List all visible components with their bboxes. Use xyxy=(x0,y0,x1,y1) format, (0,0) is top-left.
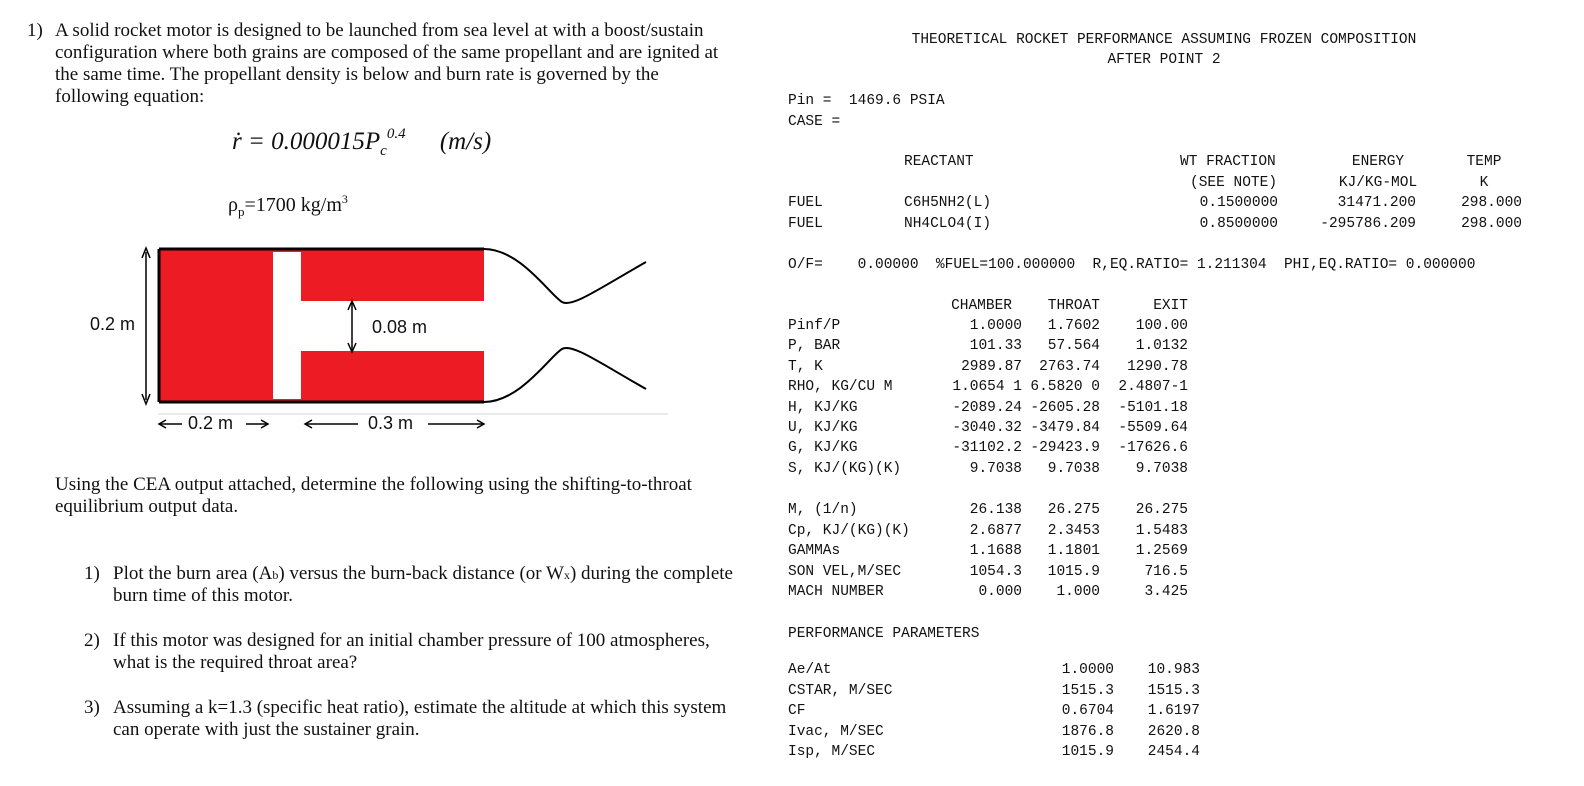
transport-row-value: 1.5483 xyxy=(1135,522,1188,539)
thermo-row-value: 1.0000 xyxy=(969,318,1022,334)
question-2-line-1: If this motor was designed for an initial chamber pressure of 100 atmospheres, xyxy=(113,630,710,651)
transport-row-value: 2.6877 xyxy=(969,522,1022,539)
burn-rate-equation xyxy=(232,126,492,159)
equation-var-sub: c xyxy=(380,143,387,159)
height-label: 0.2 m xyxy=(90,314,136,334)
sustain-length-label: 0.3 m xyxy=(368,413,414,433)
thermo-row-value: -3040.32 xyxy=(952,420,1022,436)
performance-row-label: Ivac, M/SEC xyxy=(788,723,884,740)
transport-row-value: 1.1801 xyxy=(1047,543,1100,560)
transport-row-value: 1.2569 xyxy=(1135,543,1188,560)
intro-line-3: the same time. The propellant density is below and burn rate is governed by the xyxy=(55,64,659,85)
density-sup: 3 xyxy=(341,192,348,206)
performance-row-value: 1515.3 xyxy=(1147,682,1200,699)
temp-units: K xyxy=(1479,175,1489,191)
motor-diagram xyxy=(80,240,680,440)
problem-number: 1) xyxy=(27,20,43,41)
performance-row-value: 10.983 xyxy=(1147,662,1200,678)
thermo-row-value: -5101.18 xyxy=(1118,399,1188,416)
performance-row-label: Ae/At xyxy=(788,662,832,678)
question-3-number: 3) xyxy=(84,697,100,718)
col-header-throat: THROAT xyxy=(1047,298,1100,314)
transport-row-value: 26.275 xyxy=(1047,502,1100,518)
thermo-row-value: 57.564 xyxy=(1047,338,1100,355)
propellant-density xyxy=(228,194,348,217)
performance-row-value: 1015.9 xyxy=(1061,744,1114,761)
reactant-header: REACTANT xyxy=(904,154,974,170)
thermo-row-value: 1.0132 xyxy=(1135,338,1188,355)
reactant-1-type: FUEL xyxy=(788,195,823,211)
performance-row-value: 0.6704 xyxy=(1061,703,1114,720)
transport-row-value: 1054.3 xyxy=(969,563,1022,580)
performance-row-value: 1.0000 xyxy=(1061,662,1114,678)
reactant-1-name: C6H5NH2(L) xyxy=(904,195,992,211)
thermo-row-value: 6.5820 0 xyxy=(1030,379,1100,396)
thermo-row-value: 9.7038 xyxy=(1135,460,1188,477)
performance-row-label: CSTAR, M/SEC xyxy=(788,682,893,699)
thermo-row-value: -5509.64 xyxy=(1118,420,1188,436)
transport-row-label: GAMMAs xyxy=(788,543,841,560)
density-symbol: ρ xyxy=(228,194,238,216)
thermo-row-value: -29423.9 xyxy=(1030,440,1100,457)
question-2-line-2: what is the required throat area? xyxy=(113,652,358,673)
transport-row-label: MACH NUMBER xyxy=(788,584,884,601)
thermo-row-label: S, KJ/(KG)(K) xyxy=(788,460,902,477)
reactant-1-energy: 31471.200 xyxy=(1337,195,1416,211)
cea-case: CASE = xyxy=(788,114,841,130)
thermo-row-label: H, KJ/KG xyxy=(788,399,858,416)
wt-fraction-header: WT FRACTION xyxy=(1180,154,1276,170)
transport-row-label: Cp, KJ/(KG)(K) xyxy=(788,522,910,539)
performance-row-value: 1876.8 xyxy=(1061,723,1114,740)
thermo-row-label: T, K xyxy=(788,358,823,375)
wt-fraction-note: (SEE NOTE) xyxy=(1190,175,1278,191)
thermo-row-label: U, KJ/KG xyxy=(788,420,858,436)
transport-row-value: 0.000 xyxy=(978,584,1022,601)
q1-sub-b: b xyxy=(272,568,279,582)
thermo-row-value: 100.00 xyxy=(1135,318,1188,334)
reactant-1-temp: 298.000 xyxy=(1461,195,1522,211)
energy-units: KJ/KG-MOL xyxy=(1338,175,1418,191)
reactant-2-energy: -295786.209 xyxy=(1320,216,1416,232)
reactant-2-type: FUEL xyxy=(788,216,823,232)
reactant-1-wt: 0.1500000 xyxy=(1199,195,1278,211)
performance-row-label: Isp, M/SEC xyxy=(788,744,876,761)
using-line-2: equilibrium output data. xyxy=(55,496,239,517)
problem-panel xyxy=(0,0,780,786)
boost-length-label: 0.2 m xyxy=(188,413,234,433)
performance-row-value: 2454.4 xyxy=(1147,744,1200,761)
question-3-line-2: can operate with just the sustainer grain. xyxy=(113,719,420,740)
thermo-row-label: RHO, KG/CU M xyxy=(788,379,893,396)
transport-row-value: 2.3453 xyxy=(1047,522,1100,539)
q1-part-a: Plot the burn area (A xyxy=(113,563,273,584)
q1-sub-x: x xyxy=(563,568,570,582)
question-2-number: 2) xyxy=(84,630,100,651)
thermo-row-value: -31102.2 xyxy=(952,440,1022,457)
cea-output-panel xyxy=(788,0,1584,786)
transport-row-label: M, (1/n) xyxy=(788,502,858,518)
nozzle-upper xyxy=(484,249,646,303)
q1-part-c: ) during the complete xyxy=(569,563,733,584)
performance-row-value: 1.6197 xyxy=(1147,703,1200,720)
cea-pin: Pin = 1469.6 PSIA xyxy=(788,93,945,109)
thermo-row-value: -2605.28 xyxy=(1030,399,1100,416)
thermo-row-value: 2763.74 xyxy=(1039,358,1100,375)
question-3-line-1: Assuming a k=1.3 (specific heat ratio), estimate the altitude at which this system xyxy=(113,697,727,718)
of-ratio-line: O/F= 0.00000 %FUEL=100.000000 R,EQ.RATIO= 1.211304 PHI,EQ.RATIO= 0.000000 xyxy=(788,257,1476,273)
reactant-2-wt: 0.8500000 xyxy=(1199,216,1278,232)
thermo-row-value: 9.7038 xyxy=(969,460,1022,477)
question-1-line-1 xyxy=(113,563,733,586)
transport-row-value: 1.1688 xyxy=(969,543,1022,560)
thermo-row-label: P, BAR xyxy=(788,338,841,355)
reactant-2-temp: 298.000 xyxy=(1461,216,1522,232)
equation-lhs: ṙ = 0.000015 xyxy=(232,128,365,155)
density-sub: p xyxy=(237,204,245,219)
thermo-row-value: 101.33 xyxy=(969,338,1022,355)
transport-row-value: 26.275 xyxy=(1135,502,1188,518)
nozzle-lower xyxy=(484,348,646,402)
transport-row-label: SON VEL,M/SEC xyxy=(788,563,902,580)
thermo-row-value: -3479.84 xyxy=(1030,420,1100,436)
col-header-chamber: CHAMBER xyxy=(951,298,1012,314)
intro-line-4: following equation: xyxy=(55,86,205,107)
performance-row-value: 1515.3 xyxy=(1061,682,1114,699)
energy-header: ENERGY xyxy=(1351,154,1405,170)
performance-row-value: 2620.8 xyxy=(1147,723,1200,740)
performance-header: PERFORMANCE PARAMETERS xyxy=(788,626,980,642)
transport-row-value: 716.5 xyxy=(1144,563,1188,580)
question-1-line-2: burn time of this motor. xyxy=(113,585,293,606)
transport-row-value: 3.425 xyxy=(1144,584,1188,601)
thermo-row-label: Pinf/P xyxy=(788,318,841,334)
question-1-number: 1) xyxy=(84,563,100,584)
thermo-row-label: G, KJ/KG xyxy=(788,440,858,457)
q1-part-b: ) versus the burn-back distance (or W xyxy=(278,563,564,584)
transport-row-value: 26.138 xyxy=(969,502,1022,518)
temp-header: TEMP xyxy=(1466,154,1502,170)
transport-row-value: 1.000 xyxy=(1056,584,1100,601)
thermo-row-value: -17626.6 xyxy=(1118,440,1188,457)
thermo-row-value: 1.0654 1 xyxy=(952,379,1022,396)
density-text: =1700 kg/m xyxy=(244,194,342,216)
equation-exponent: 0.4 xyxy=(386,126,406,142)
performance-row-label: CF xyxy=(788,703,806,720)
thermo-row-value: -2089.24 xyxy=(952,399,1022,416)
intro-line-2: configuration where both grains are composed of the same propellant and are ignited at xyxy=(55,42,719,63)
cea-title-1: THEORETICAL ROCKET PERFORMANCE ASSUMING FROZEN COMPOSITION xyxy=(911,32,1417,48)
reactant-2-name: NH4CLO4(I) xyxy=(904,216,992,232)
equation-units: (m/s) xyxy=(439,128,492,155)
thermo-row-value: 2.4807-1 xyxy=(1118,379,1188,396)
thermo-row-value: 1.7602 xyxy=(1047,318,1100,334)
grain-gap xyxy=(273,252,301,399)
col-header-exit: EXIT xyxy=(1153,298,1188,314)
using-line-1: Using the CEA output attached, determine the following using the shifting-to-throat xyxy=(55,474,692,495)
thermo-row-value: 9.7038 xyxy=(1047,460,1100,477)
transport-row-value: 1015.9 xyxy=(1047,563,1100,580)
cea-title-2: AFTER POINT 2 xyxy=(1107,52,1221,68)
port-label: 0.08 m xyxy=(372,317,428,337)
thermo-row-value: 2989.87 xyxy=(961,358,1022,375)
equation-var: P xyxy=(364,128,381,155)
intro-line-1: A solid rocket motor is designed to be launched from sea level at with a boost/sustain xyxy=(55,20,704,41)
thermo-row-value: 1290.78 xyxy=(1127,358,1188,375)
